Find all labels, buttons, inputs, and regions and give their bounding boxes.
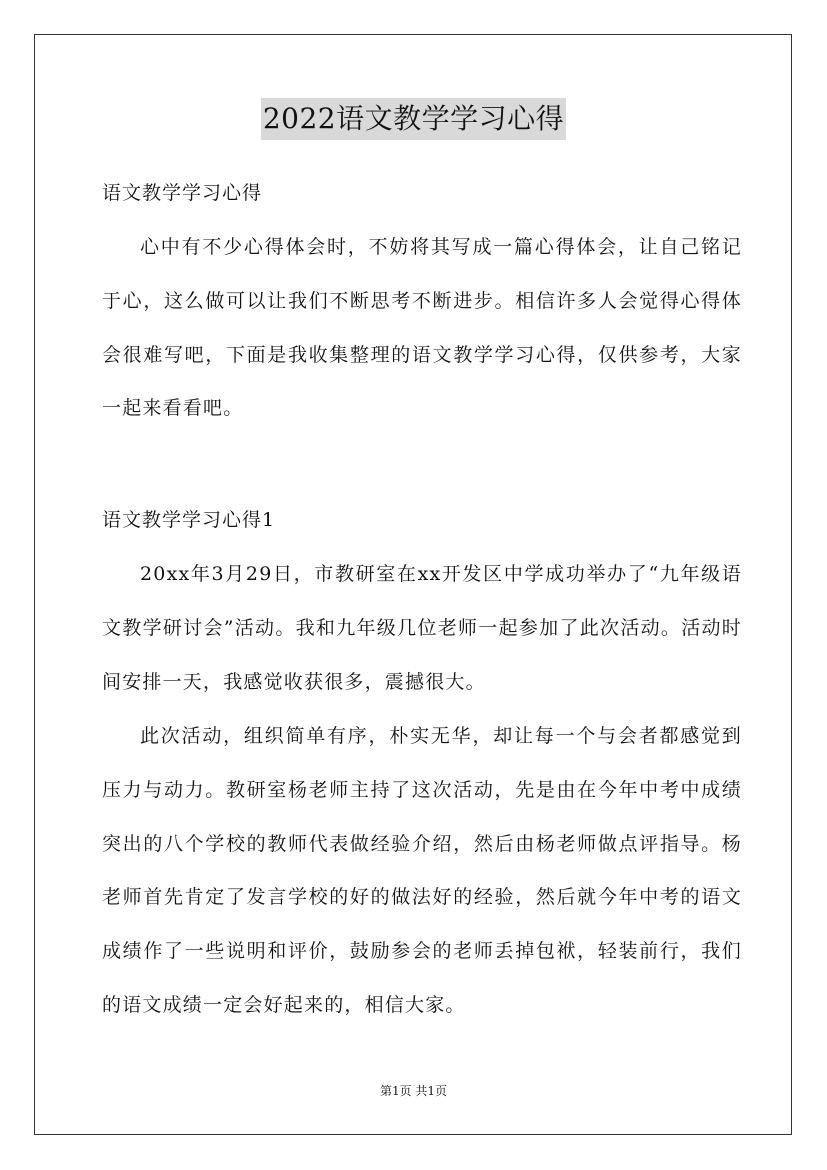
page-footer: 第1页 共1页 [379, 1084, 448, 1098]
body-paragraph: 此次活动，组织简单有序，朴实无华，却让每一个与会者都感觉到压力与动力。教研室杨老师主持了这次活动，先是由在今年中考中成绩突出的八个学校的教师代表做经验介绍，然后由杨老师做点评指导。杨老师首先肯定了发言学校的好的做法好的经验，然后就今年中考的语文成绩作了一些说明和评价，鼓励参会的老师丢掉包袱，轻装前行，我们的语文成绩一定会好起来的，相信大家。 [102, 725, 742, 1016]
section-heading: 语文教学学习心得1 [102, 509, 276, 531]
intro-paragraph: 心中有不少心得体会时，不妨将其写成一篇心得体会，让自己铭记于心，这么做可以让我们不断思考不断进步。相信许多人会觉得心得体会很难写吧，下面是我收集整理的语文教学学习心得，仅供参考，大家一起来看看吧。 [102, 236, 742, 420]
body-paragraph: 20xx年3月29日，市教研室在xx开发区中学成功举办了“九年级语文教学研讨会”活动。我和九年级几位老师一起参加了此次活动。活动时间安排一天，我感觉收获很多，震撼很大。 [102, 563, 742, 693]
document-subtitle: 语文教学学习心得 [102, 182, 263, 204]
title-container [0, 98, 827, 140]
document-title: 2022语文教学学习心得 [261, 98, 566, 140]
